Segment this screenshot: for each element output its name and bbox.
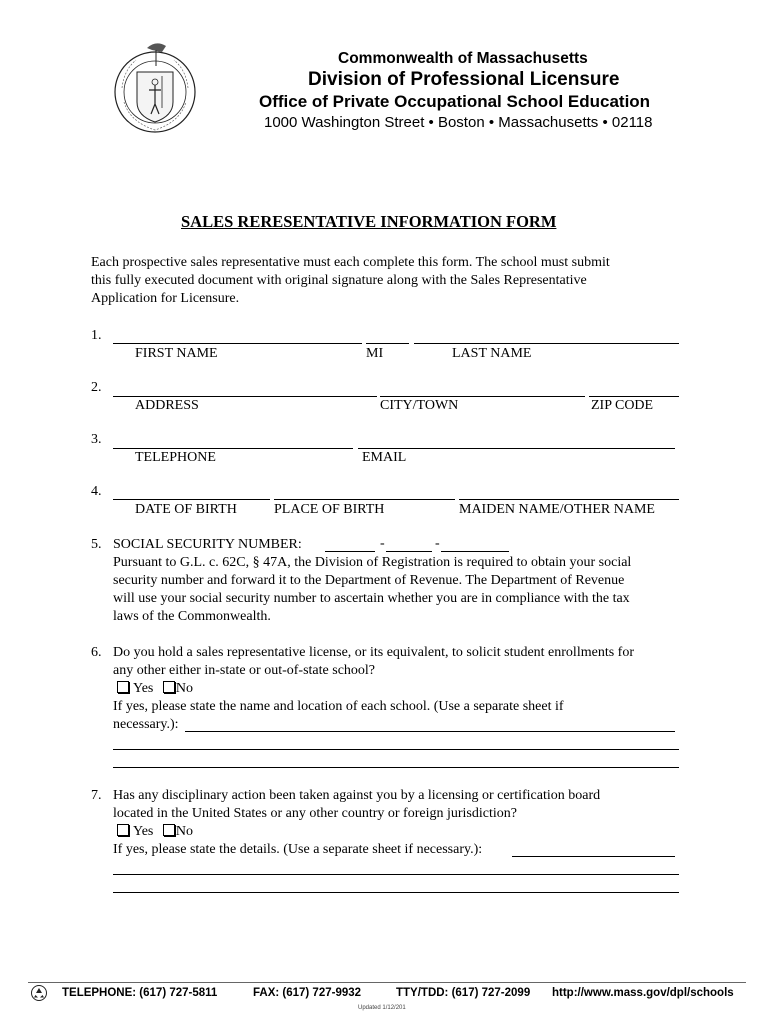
first-name-label: FIRST NAME: [135, 346, 218, 361]
header-commonwealth: Commonwealth of Massachusetts: [338, 50, 588, 67]
first-name-field[interactable]: [113, 343, 362, 344]
q6-no-checkbox[interactable]: [163, 681, 175, 693]
q7-no-label: No: [175, 824, 193, 839]
q2-number: 2.: [91, 380, 102, 395]
q6-followup-2: necessary.):: [113, 717, 179, 732]
footer-telephone: TELEPHONE: (617) 727-5811: [62, 987, 218, 999]
q7-answer-line-2[interactable]: [113, 874, 679, 875]
footer-fax: FAX: (617) 727-9932: [253, 987, 362, 999]
footer-updated: Updated 1/12/201: [358, 1005, 406, 1011]
header-office: Office of Private Occupational School Education: [259, 92, 651, 111]
address-label: ADDRESS: [135, 398, 199, 413]
intro-line-2: this fully executed document with original signature along with the Sales Representative: [91, 273, 587, 288]
q6-options: [117, 680, 193, 698]
q6-yes-label: Yes: [133, 681, 154, 696]
q6-yes-checkbox[interactable]: [117, 681, 129, 693]
footer-divider: [28, 982, 746, 983]
massachusetts-seal: [112, 40, 198, 134]
email-label: EMAIL: [362, 450, 407, 465]
email-field[interactable]: [358, 448, 675, 449]
q7-no-checkbox[interactable]: [163, 824, 175, 836]
zip-field[interactable]: [589, 396, 679, 397]
dob-field[interactable]: [113, 499, 270, 500]
footer-tty: TTY/TDD: (617) 727-2099: [396, 987, 531, 999]
q6-followup: If yes, please state the name and location of each school. (Use a separate sheet if: [113, 699, 564, 714]
ssn-label: SOCIAL SECURITY NUMBER:: [113, 537, 302, 552]
q5-text-1: Pursuant to G.L. c. 62C, § 47A, the Division of Registration is required to obtain your social: [113, 555, 632, 570]
last-name-label: LAST NAME: [452, 346, 532, 361]
dob-label: DATE OF BIRTH: [135, 502, 237, 517]
q6-no-label: No: [175, 681, 193, 696]
q6-number: 6.: [91, 645, 102, 660]
q7-answer-line-1[interactable]: [512, 856, 675, 857]
pob-field[interactable]: [274, 499, 455, 500]
q7-answer-line-3[interactable]: [113, 892, 679, 893]
q1-number: 1.: [91, 328, 102, 343]
zip-label: ZIP CODE: [591, 398, 654, 413]
maiden-name-label: MAIDEN NAME/OTHER NAME: [459, 502, 655, 517]
last-name-field[interactable]: [414, 343, 679, 344]
q5-text-2: security number and forward it to the Department of Revenue. The Department of Revenue: [113, 573, 625, 588]
city-label: CITY/TOWN: [380, 398, 459, 413]
footer-url[interactable]: http://www.mass.gov/dpl/schools: [552, 987, 734, 999]
header-division: Division of Professional Licensure: [308, 69, 620, 90]
q7-number: 7.: [91, 788, 102, 803]
q6-text-2: any other either in-state or out-of-state school?: [113, 663, 376, 678]
q7-text-2: located in the United States or any other country or foreign jurisdiction?: [113, 806, 517, 821]
maiden-name-field[interactable]: [459, 499, 679, 500]
q6-answer-line-3[interactable]: [113, 767, 679, 768]
intro-line-3: Application for Licensure.: [91, 291, 240, 306]
q6-answer-line-2[interactable]: [113, 749, 679, 750]
recycle-icon: [31, 985, 47, 1001]
form-title: SALES RERESENTATIVE INFORMATION FORM: [181, 212, 557, 231]
q7-options: [117, 823, 193, 841]
telephone-label: TELEPHONE: [135, 450, 216, 465]
q5-text-4: laws of the Commonwealth.: [113, 609, 271, 624]
ssn-field-3[interactable]: [441, 551, 509, 552]
intro-line-1: Each prospective sales representative must each complete this form. The school must submit: [91, 255, 610, 270]
q7-yes-label: Yes: [133, 824, 154, 839]
telephone-field[interactable]: [113, 448, 353, 449]
q6-text-1: Do you hold a sales representative license, or its equivalent, to solicit student enrollments for: [113, 645, 634, 660]
q5-number: 5.: [91, 537, 102, 552]
pob-label: PLACE OF BIRTH: [274, 502, 385, 517]
mi-label: MI: [366, 346, 384, 361]
ssn-dash-1: -: [380, 536, 385, 551]
q6-answer-line-1[interactable]: [185, 731, 675, 732]
mi-field[interactable]: [366, 343, 409, 344]
address-field[interactable]: [113, 396, 377, 397]
q7-text-1: Has any disciplinary action been taken against you by a licensing or certification board: [113, 788, 601, 803]
ssn-field-2[interactable]: [386, 551, 432, 552]
ssn-field-1[interactable]: [325, 551, 375, 552]
city-field[interactable]: [380, 396, 585, 397]
q5-text-3: will use your social security number to ascertain whether you are in compliance with the tax: [113, 591, 630, 606]
ssn-dash-2: -: [435, 536, 440, 551]
q3-number: 3.: [91, 432, 102, 447]
q7-yes-checkbox[interactable]: [117, 824, 129, 836]
q7-followup: If yes, please state the details. (Use a separate sheet if necessary.):: [113, 842, 483, 857]
header-address: 1000 Washington Street • Boston • Massachusetts • 02118: [264, 114, 653, 131]
q4-number: 4.: [91, 484, 102, 499]
